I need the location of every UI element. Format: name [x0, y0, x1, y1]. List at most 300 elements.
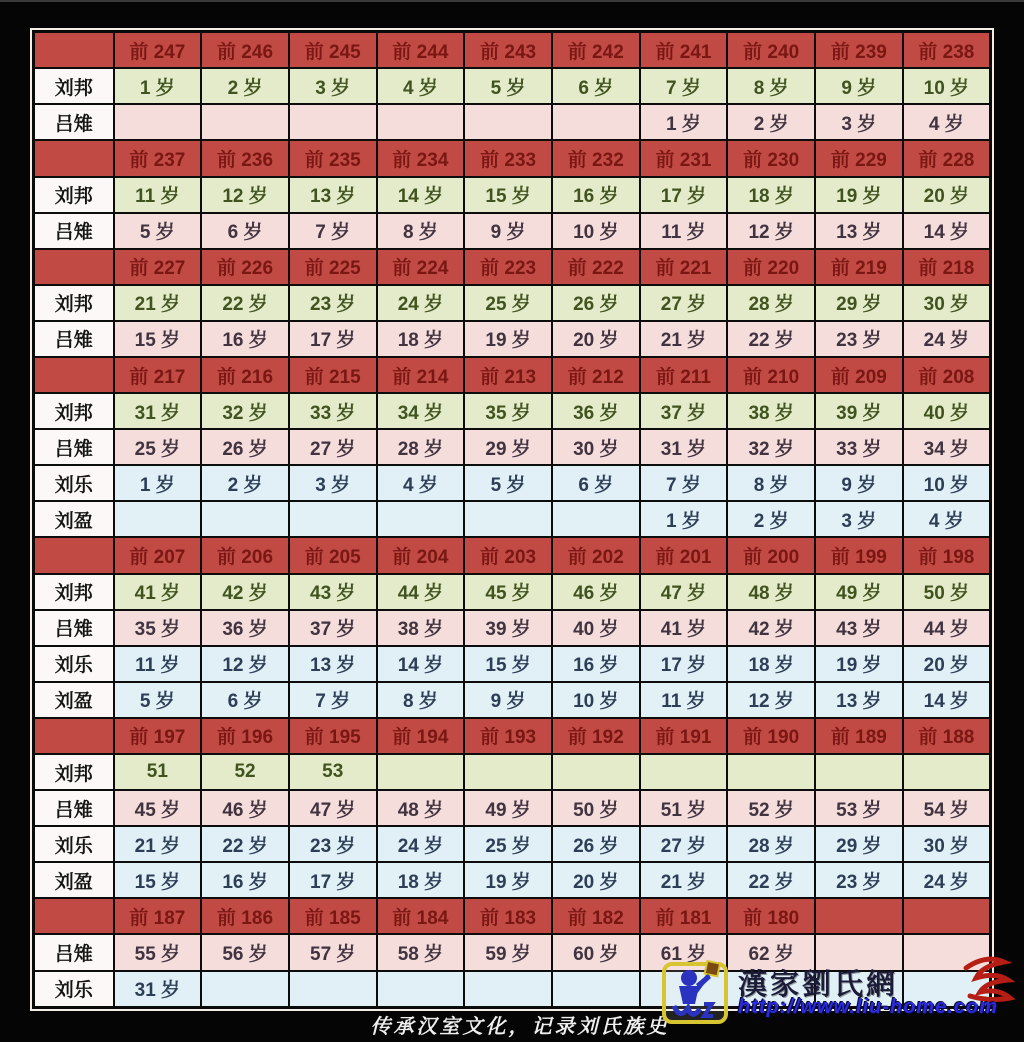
- table-row-liule: [34, 646, 991, 682]
- age-cell: [464, 971, 552, 1008]
- age-cell: 4 岁: [377, 465, 465, 501]
- year-header-cell: 前 183: [464, 898, 552, 934]
- year-header-cell: 前 236: [201, 140, 289, 176]
- age-cell: 1 岁: [114, 68, 202, 104]
- person-label-lvzhi: 吕雉: [34, 934, 114, 970]
- header-corner-cell: [34, 140, 114, 176]
- age-cell: 17 岁: [289, 862, 377, 898]
- age-cell: 20 岁: [903, 177, 991, 213]
- year-header-cell: 前 240: [727, 32, 815, 69]
- age-cell: 58 岁: [377, 934, 465, 970]
- age-cell: 1 岁: [640, 501, 728, 537]
- year-header-cell: 前 199: [815, 537, 903, 573]
- age-cell: 26 岁: [552, 285, 640, 321]
- age-cell: 50 岁: [552, 790, 640, 826]
- age-cell: 31 岁: [114, 393, 202, 429]
- age-cell: 1 岁: [114, 465, 202, 501]
- year-header-cell: 前 241: [640, 32, 728, 69]
- age-table-frame: [30, 28, 994, 1011]
- age-cell: [377, 754, 465, 790]
- person-label-lvzhi: 吕雉: [34, 610, 114, 646]
- age-cell: 32 岁: [727, 429, 815, 465]
- year-header-cell: 前 237: [114, 140, 202, 176]
- year-header-cell: 前 239: [815, 32, 903, 69]
- age-cell: [464, 754, 552, 790]
- age-cell: 15 岁: [114, 321, 202, 357]
- year-header-cell: 前 233: [464, 140, 552, 176]
- age-cell: 10 岁: [552, 682, 640, 718]
- age-cell: 7 岁: [640, 465, 728, 501]
- year-header-cell: 前 196: [201, 718, 289, 754]
- person-label-liule: 刘乐: [34, 465, 114, 501]
- year-header-cell: [903, 898, 991, 934]
- age-cell: 5 岁: [464, 68, 552, 104]
- age-cell: 52: [201, 754, 289, 790]
- table-row-lvzhi: [34, 429, 991, 465]
- age-cell: 25 岁: [114, 429, 202, 465]
- header-corner-cell: [34, 249, 114, 285]
- table-row-liubang: [34, 574, 991, 610]
- age-cell: 4 岁: [903, 104, 991, 140]
- year-header-cell: 前 244: [377, 32, 465, 69]
- age-cell: 8 岁: [727, 68, 815, 104]
- age-cell: 36 岁: [552, 393, 640, 429]
- table-row-liubang: [34, 68, 991, 104]
- age-cell: 20 岁: [903, 646, 991, 682]
- age-cell: 52 岁: [727, 790, 815, 826]
- age-cell: [377, 501, 465, 537]
- year-header-cell: 前 219: [815, 249, 903, 285]
- year-header-cell: 前 204: [377, 537, 465, 573]
- age-cell: 23 岁: [815, 321, 903, 357]
- age-cell: 5 岁: [464, 465, 552, 501]
- year-header-cell: 前 188: [903, 718, 991, 754]
- age-cell: 15 岁: [114, 862, 202, 898]
- age-cell: [289, 501, 377, 537]
- year-header-cell: 前 230: [727, 140, 815, 176]
- year-header-cell: 前 189: [815, 718, 903, 754]
- age-cell: 24 岁: [377, 826, 465, 862]
- age-cell: 40 岁: [552, 610, 640, 646]
- person-label-lvzhi: 吕雉: [34, 321, 114, 357]
- age-cell: 14 岁: [377, 177, 465, 213]
- age-cell: 3 岁: [815, 501, 903, 537]
- age-cell: 1 岁: [640, 104, 728, 140]
- age-cell: 28 岁: [377, 429, 465, 465]
- age-cell: 35 岁: [464, 393, 552, 429]
- year-header-row: [34, 32, 991, 69]
- age-cell: 28 岁: [727, 285, 815, 321]
- age-cell: 30 岁: [903, 285, 991, 321]
- year-header-cell: 前 209: [815, 357, 903, 393]
- person-label-liule: 刘乐: [34, 971, 114, 1008]
- year-header-cell: 前 182: [552, 898, 640, 934]
- age-cell: [289, 104, 377, 140]
- age-cell: 25 岁: [464, 826, 552, 862]
- age-cell: 23 岁: [289, 826, 377, 862]
- age-cell: 38 岁: [727, 393, 815, 429]
- age-cell: 2 岁: [201, 68, 289, 104]
- year-header-row: [34, 537, 991, 573]
- age-cell: 16 岁: [201, 321, 289, 357]
- age-cell: 37 岁: [640, 393, 728, 429]
- year-header-cell: 前 234: [377, 140, 465, 176]
- age-cell: 23 岁: [815, 862, 903, 898]
- age-cell: 60 岁: [552, 934, 640, 970]
- age-cell: 17 岁: [289, 321, 377, 357]
- age-cell: [201, 501, 289, 537]
- year-header-cell: 前 187: [114, 898, 202, 934]
- age-cell: 47 岁: [289, 790, 377, 826]
- age-cell: 13 岁: [289, 646, 377, 682]
- age-cell: 45 岁: [464, 574, 552, 610]
- age-cell: 42 岁: [201, 574, 289, 610]
- age-cell: 45 岁: [114, 790, 202, 826]
- year-header-cell: 前 243: [464, 32, 552, 69]
- year-header-cell: 前 247: [114, 32, 202, 69]
- person-label-lvzhi: 吕雉: [34, 213, 114, 249]
- age-cell: [552, 501, 640, 537]
- age-cell: 7 岁: [289, 682, 377, 718]
- year-header-cell: 前 207: [114, 537, 202, 573]
- age-cell: 13 岁: [815, 213, 903, 249]
- age-cell: 3 岁: [815, 104, 903, 140]
- age-cell: 14 岁: [903, 682, 991, 718]
- logo-figure-icon: [662, 962, 728, 1024]
- header-corner-cell: [34, 32, 114, 69]
- age-cell: 53 岁: [815, 790, 903, 826]
- table-row-liule: [34, 465, 991, 501]
- year-header-cell: 前 220: [727, 249, 815, 285]
- table-row-liubang: [34, 177, 991, 213]
- age-cell: 14 岁: [903, 213, 991, 249]
- year-header-row: [34, 357, 991, 393]
- age-cell: 15 岁: [464, 646, 552, 682]
- table-row-lvzhi: [34, 104, 991, 140]
- age-cell: 46 岁: [201, 790, 289, 826]
- person-label-liubang: 刘邦: [34, 285, 114, 321]
- age-cell: [727, 754, 815, 790]
- age-cell: 53: [289, 754, 377, 790]
- age-cell: 29 岁: [815, 285, 903, 321]
- year-header-cell: 前 206: [201, 537, 289, 573]
- year-header-row: [34, 249, 991, 285]
- age-cell: [903, 754, 991, 790]
- age-cell: [552, 104, 640, 140]
- age-cell: 6 岁: [552, 68, 640, 104]
- year-header-cell: 前 194: [377, 718, 465, 754]
- age-cell: 10 岁: [552, 213, 640, 249]
- table-row-lvzhi: [34, 610, 991, 646]
- age-cell: 13 岁: [289, 177, 377, 213]
- age-cell: 33 岁: [815, 429, 903, 465]
- age-cell: 6 岁: [552, 465, 640, 501]
- age-cell: 55 岁: [114, 934, 202, 970]
- person-label-liuying: 刘盈: [34, 862, 114, 898]
- year-header-cell: 前 223: [464, 249, 552, 285]
- age-cell: 7 岁: [289, 213, 377, 249]
- age-cell: 43 岁: [815, 610, 903, 646]
- year-header-cell: 前 180: [727, 898, 815, 934]
- age-cell: 3 岁: [289, 68, 377, 104]
- site-name-text: 漢家劉氏網: [738, 969, 899, 1001]
- year-header-cell: 前 245: [289, 32, 377, 69]
- age-cell: 54 岁: [903, 790, 991, 826]
- year-header-cell: 前 231: [640, 140, 728, 176]
- age-cell: 46 岁: [552, 574, 640, 610]
- person-label-liubang: 刘邦: [34, 68, 114, 104]
- age-cell: 19 岁: [464, 862, 552, 898]
- age-cell: 24 岁: [903, 862, 991, 898]
- age-cell: 17 岁: [640, 646, 728, 682]
- year-header-cell: 前 218: [903, 249, 991, 285]
- age-cell: 49 岁: [815, 574, 903, 610]
- age-cell: [377, 971, 465, 1008]
- age-cell: 29 岁: [464, 429, 552, 465]
- year-header-cell: 前 221: [640, 249, 728, 285]
- age-cell: 18 岁: [377, 862, 465, 898]
- year-header-cell: 前 229: [815, 140, 903, 176]
- age-cell: 33 岁: [289, 393, 377, 429]
- age-cell: 18 岁: [377, 321, 465, 357]
- age-cell: 2 岁: [727, 501, 815, 537]
- age-cell: [464, 104, 552, 140]
- age-cell: 19 岁: [815, 646, 903, 682]
- year-header-cell: 前 210: [727, 357, 815, 393]
- age-cell: 51 岁: [640, 790, 728, 826]
- age-cell: 5 岁: [114, 682, 202, 718]
- age-cell: [377, 104, 465, 140]
- year-header-cell: 前 227: [114, 249, 202, 285]
- table-row-liuying: [34, 862, 991, 898]
- age-cell: 34 岁: [377, 393, 465, 429]
- age-cell: 15 岁: [464, 177, 552, 213]
- year-header-row: [34, 140, 991, 176]
- age-cell: 5 岁: [114, 213, 202, 249]
- age-cell: 2 岁: [727, 104, 815, 140]
- table-row-liuying: [34, 501, 991, 537]
- age-cell: 36 岁: [201, 610, 289, 646]
- age-cell: [201, 104, 289, 140]
- year-header-cell: 前 202: [552, 537, 640, 573]
- year-header-cell: 前 185: [289, 898, 377, 934]
- age-cell: 21 岁: [114, 826, 202, 862]
- age-cell: 18 岁: [727, 177, 815, 213]
- age-cell: 16 岁: [201, 862, 289, 898]
- table-row-liubang: [34, 754, 991, 790]
- age-cell: 31 岁: [114, 971, 202, 1008]
- age-table-body: [34, 32, 991, 1008]
- header-corner-cell: [34, 898, 114, 934]
- year-header-cell: 前 200: [727, 537, 815, 573]
- year-header-cell: 前 211: [640, 357, 728, 393]
- age-cell: [464, 501, 552, 537]
- age-cell: 8 岁: [377, 213, 465, 249]
- age-cell: 19 岁: [464, 321, 552, 357]
- year-header-cell: 前 181: [640, 898, 728, 934]
- year-header-cell: 前 203: [464, 537, 552, 573]
- person-label-liule: 刘乐: [34, 646, 114, 682]
- age-cell: 7 岁: [640, 68, 728, 104]
- age-cell: 18 岁: [727, 646, 815, 682]
- age-cell: 12 岁: [201, 646, 289, 682]
- age-cell: 39 岁: [464, 610, 552, 646]
- age-table: [32, 30, 992, 1009]
- year-header-cell: 前 226: [201, 249, 289, 285]
- top-edge-line: [0, 0, 1024, 2]
- age-cell: 47 岁: [640, 574, 728, 610]
- age-cell: 62 岁: [727, 934, 815, 970]
- age-cell: [289, 971, 377, 1008]
- person-label-lvzhi: 吕雉: [34, 104, 114, 140]
- age-cell: [552, 971, 640, 1008]
- age-cell: 44 岁: [903, 610, 991, 646]
- year-header-cell: [815, 898, 903, 934]
- age-cell: [815, 754, 903, 790]
- age-cell: 20 岁: [552, 321, 640, 357]
- age-cell: 4 岁: [377, 68, 465, 104]
- year-header-cell: 前 198: [903, 537, 991, 573]
- age-cell: 9 岁: [815, 465, 903, 501]
- year-header-cell: 前 235: [289, 140, 377, 176]
- age-cell: 31 岁: [640, 429, 728, 465]
- year-header-cell: 前 224: [377, 249, 465, 285]
- age-cell: 30 岁: [903, 826, 991, 862]
- age-cell: 30 岁: [552, 429, 640, 465]
- age-cell: 38 岁: [377, 610, 465, 646]
- age-cell: 16 岁: [552, 177, 640, 213]
- age-cell: 22 岁: [201, 285, 289, 321]
- age-cell: 2 岁: [201, 465, 289, 501]
- year-header-cell: 前 212: [552, 357, 640, 393]
- age-cell: 32 岁: [201, 393, 289, 429]
- person-label-lvzhi: 吕雉: [34, 790, 114, 826]
- age-cell: 26 岁: [201, 429, 289, 465]
- table-row-lvzhi: [34, 790, 991, 826]
- age-cell: 21 岁: [114, 285, 202, 321]
- year-header-row: [34, 898, 991, 934]
- table-row-lvzhi: [34, 321, 991, 357]
- year-header-cell: 前 191: [640, 718, 728, 754]
- age-cell: 6 岁: [201, 213, 289, 249]
- age-cell: 40 岁: [903, 393, 991, 429]
- person-label-liuying: 刘盈: [34, 682, 114, 718]
- year-header-cell: 前 228: [903, 140, 991, 176]
- age-cell: 59 岁: [464, 934, 552, 970]
- age-cell: 34 岁: [903, 429, 991, 465]
- header-corner-cell: [34, 537, 114, 573]
- year-header-cell: 前 190: [727, 718, 815, 754]
- age-cell: 11 岁: [640, 213, 728, 249]
- age-cell: 8 岁: [727, 465, 815, 501]
- age-cell: 50 岁: [903, 574, 991, 610]
- person-label-liule: 刘乐: [34, 826, 114, 862]
- age-cell: [114, 104, 202, 140]
- age-cell: 12 岁: [727, 213, 815, 249]
- year-header-cell: 前 201: [640, 537, 728, 573]
- person-label-liuying: 刘盈: [34, 501, 114, 537]
- watermark-slogan: 传承汉室文化，记录刘氏族史: [370, 1016, 670, 1038]
- year-header-cell: 前 192: [552, 718, 640, 754]
- age-cell: 9 岁: [464, 213, 552, 249]
- age-cell: 12 岁: [727, 682, 815, 718]
- table-row-liule: [34, 826, 991, 862]
- age-cell: 22 岁: [727, 321, 815, 357]
- age-cell: 21 岁: [640, 862, 728, 898]
- age-cell: 24 岁: [903, 321, 991, 357]
- header-corner-cell: [34, 718, 114, 754]
- age-cell: 17 岁: [640, 177, 728, 213]
- year-header-cell: 前 205: [289, 537, 377, 573]
- age-cell: 10 岁: [903, 68, 991, 104]
- table-row-liubang: [34, 285, 991, 321]
- year-header-cell: 前 222: [552, 249, 640, 285]
- year-header-cell: 前 225: [289, 249, 377, 285]
- age-cell: 61 岁: [640, 934, 728, 970]
- table-row-lvzhi: [34, 213, 991, 249]
- age-cell: 37 岁: [289, 610, 377, 646]
- age-cell: [552, 754, 640, 790]
- age-cell: [201, 971, 289, 1008]
- year-header-cell: 前 216: [201, 357, 289, 393]
- year-header-cell: 前 246: [201, 32, 289, 69]
- year-header-cell: 前 195: [289, 718, 377, 754]
- year-header-cell: 前 242: [552, 32, 640, 69]
- year-header-cell: 前 193: [464, 718, 552, 754]
- age-cell: 11 岁: [640, 682, 728, 718]
- year-header-cell: 前 208: [903, 357, 991, 393]
- age-cell: 23 岁: [289, 285, 377, 321]
- age-cell: 26 岁: [552, 826, 640, 862]
- year-header-cell: 前 238: [903, 32, 991, 69]
- year-header-row: [34, 718, 991, 754]
- person-label-liubang: 刘邦: [34, 754, 114, 790]
- age-cell: 16 岁: [552, 646, 640, 682]
- age-cell: 4 岁: [903, 501, 991, 537]
- age-cell: 48 岁: [727, 574, 815, 610]
- age-cell: 43 岁: [289, 574, 377, 610]
- age-cell: 11 岁: [114, 646, 202, 682]
- year-header-cell: 前 184: [377, 898, 465, 934]
- table-row-liuying: [34, 682, 991, 718]
- header-corner-cell: [34, 357, 114, 393]
- age-cell: 19 岁: [815, 177, 903, 213]
- year-header-cell: 前 197: [114, 718, 202, 754]
- age-cell: 22 岁: [727, 862, 815, 898]
- age-cell: 29 岁: [815, 826, 903, 862]
- year-header-cell: 前 217: [114, 357, 202, 393]
- age-cell: 6 岁: [201, 682, 289, 718]
- year-header-cell: 前 186: [201, 898, 289, 934]
- person-label-liubang: 刘邦: [34, 177, 114, 213]
- age-cell: 39 岁: [815, 393, 903, 429]
- age-cell: 13 岁: [815, 682, 903, 718]
- age-cell: [640, 754, 728, 790]
- year-header-cell: 前 213: [464, 357, 552, 393]
- age-cell: 41 岁: [640, 610, 728, 646]
- age-cell: 48 岁: [377, 790, 465, 826]
- age-cell: [114, 501, 202, 537]
- year-header-cell: 前 232: [552, 140, 640, 176]
- age-cell: 14 岁: [377, 646, 465, 682]
- age-cell: 21 岁: [640, 321, 728, 357]
- age-cell: 42 岁: [727, 610, 815, 646]
- person-label-liubang: 刘邦: [34, 574, 114, 610]
- age-cell: 57 岁: [289, 934, 377, 970]
- age-cell: 20 岁: [552, 862, 640, 898]
- age-cell: 49 岁: [464, 790, 552, 826]
- age-cell: 51: [114, 754, 202, 790]
